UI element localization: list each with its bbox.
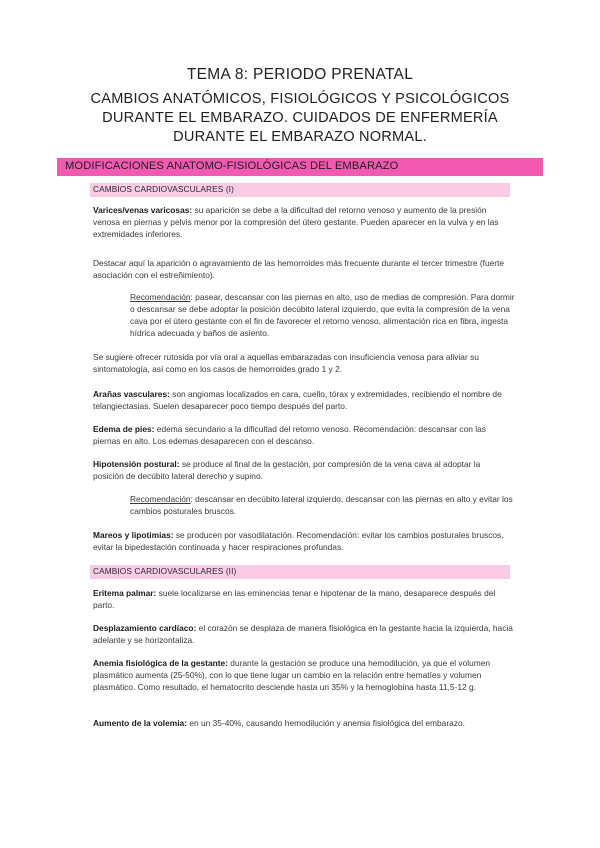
section-heading — [57, 158, 543, 176]
subsection-heading-label: CAMBIOS CARDIOVASCULARES (II) — [93, 566, 237, 576]
subsection-heading-cardio-1 — [90, 183, 510, 197]
paragraph-text: suele localizarse en las eminencias tenar e hipotenar de la mano, desaparece después del parto. — [93, 588, 496, 610]
paragraph-text: se producen por vasodilatación. Recomendación: evitar los cambios posturales bruscos, evitar la bipedestación continuada y hacer respiraciones profundas. — [93, 530, 504, 552]
paragraph-edema — [93, 423, 513, 447]
paragraph-text: son angiomas localizados en cara, cuello, tórax y extremidades, recibiendo el nombre de telangiectasias. Suelen desaparecer poco tiempo después del parto. — [93, 389, 502, 411]
paragraph-anemia — [93, 657, 513, 693]
paragraph-varices — [93, 204, 513, 240]
term: Varices/venas varicosas: — [93, 205, 193, 215]
paragraph-aranas — [93, 388, 513, 412]
paragraph-text: su aparición se debe a la dificultad del retorno venoso y aumento de la presión venosa en piernas y pelvis menor por la compresión del útero gestante. Pueden aparecer en la vulva y en las extremidades inferiores. — [93, 205, 499, 239]
term: Hipotensión postural: — [93, 459, 180, 469]
subsection-heading-label: CAMBIOS CARDIOVASCULARES (I) — [93, 184, 234, 194]
term: Aumento de la volemia: — [93, 718, 188, 728]
paragraph-text: Se sugiere ofrecer rutosida por vía oral a aquellas embarazadas con insuficiencia venosa para aliviar su sintomatología, así como en los casos de hemorroides grado 1 y 2. — [93, 352, 479, 374]
paragraph-text: : pasear, descansar con las piernas en alto, uso de medias de compresión. Para dormir o descansar se debe adoptar la posición decúbito lateral izquierdo, que evita la compresión de la vena cava por el útero gestante con el fin de favorecer el retorno venoso, alimentación rica en fibra, ingesta hídrica adecuada y baños de asiento. — [130, 292, 515, 338]
paragraph-volemia — [93, 717, 513, 729]
paragraph-rutosida — [93, 351, 513, 375]
paragraph-text: : descansar en decúbito lateral izquierdo, descansar con las piernas en alto y evitar los cambios posturales bruscos. — [130, 494, 513, 516]
section-heading-label: MODIFICACIONES ANATOMO-FISIOLÓGICAS DEL EMBARAZO — [65, 160, 399, 172]
paragraph-recomendacion-2 — [130, 493, 515, 517]
paragraph-hemorroides — [93, 257, 513, 281]
page-title: TEMA 8: PERIODO PRENATAL — [186, 66, 414, 83]
paragraph-text: el corazón se desplaza de manera fisiológica en la gestante hacia la izquierda, hacia adelante y se horizontaliza. — [93, 623, 513, 645]
paragraph-text: edema secundario a la dificultad del retorno venoso. Recomendación: descansar con las piernas en alto. Los edemas desaparecen con el descanso. — [93, 424, 486, 446]
page-subtitle: CAMBIOS ANATÓMICOS, FISIOLÓGICOS Y PSICOLÓGICOS DURANTE EL EMBARAZO. CUIDADOS DE ENFERMERÍA DURANTE EL EMBARAZO NORMAL. — [90, 91, 510, 145]
paragraph-recomendacion-1 — [130, 291, 515, 339]
paragraph-mareos — [93, 529, 513, 553]
term: Recomendación — [130, 494, 191, 504]
paragraph-eritema — [93, 587, 513, 611]
paragraph-text: durante la gestación se produce una hemodilución, ya que el volumen plasmático aumenta (25-50%), con lo que tiene lugar un cambio en la relación entre hematíes y volumen plasmático. Como resultado, el hematocrito desciende hasta un 35% y la hemoglobina hasta 11,5-12 g. — [93, 658, 491, 692]
term: Mareos y lipotimias: — [93, 530, 174, 540]
term: Desplazamiento cardíaco: — [93, 623, 197, 633]
term: Edema de pies: — [93, 424, 155, 434]
subsection-heading-cardio-2 — [90, 565, 510, 579]
paragraph-text: en un 35-40%, causando hemodilución y anemia fisiológica del embarazo. — [187, 718, 465, 728]
term: Recomendación — [130, 292, 191, 302]
paragraph-text: Destacar aquí la aparición o agravamiento de las hemorroides más frecuente durante el tercer trimestre (fuerte asociación con el estreñimiento). — [93, 258, 505, 280]
term: Anemia fisiológica de la gestante: — [93, 658, 228, 668]
paragraph-hipotension — [93, 458, 513, 482]
paragraph-desplazamiento — [93, 622, 513, 646]
term: Arañas vasculares: — [93, 389, 170, 399]
paragraph-text: se produce al final de la gestación, por compresión de la vena cava al adoptar la posición de decúbito lateral derecho y supino. — [93, 459, 481, 481]
term: Eritema palmar: — [93, 588, 157, 598]
